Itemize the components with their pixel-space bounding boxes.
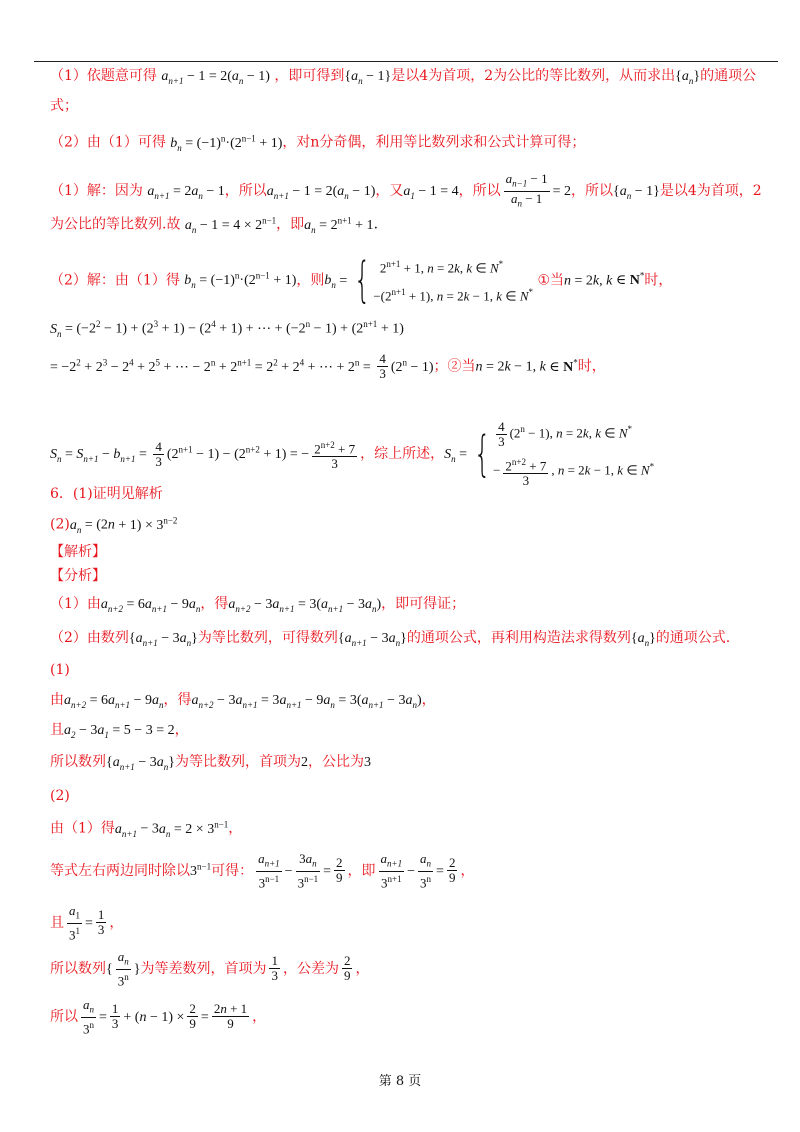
part2-line-3: 且 $\frac{a_1}{3^1}$ = $\frac{1}{3}$ ，	[50, 903, 124, 942]
solution-line-1: （1）解：因为 $a_{n+1} = 2a_n - 1$，所以$a_{n+1} - 1 = 2(a_n - 1)$，又$a_1 - 1 = 4$，所以 $\frac{a_{n-1} - 1}{a_n - 1}$ = 2，所以$\{a_n - 1\}$是以4为首项，2	[50, 171, 762, 209]
part1-line-3: 所以数列$\{a_{n+1} - 3a_n\}$为等比数列，首项为2，公比为3	[50, 754, 371, 772]
analysis-line-1-cont: 式；	[50, 98, 78, 114]
part1-label: (1)	[50, 662, 70, 678]
sum-line-1: $S_n = (-2^2 - 1) + (2^3 + 1) - (2^4 + 1)$ + ⋯ + $(-2^n - 1) + (2^{n+1} + 1)$	[50, 319, 404, 339]
sum-line-3: $S_n = S_{n+1} - b_{n+1}$ = $\frac{4}{3}$ $(2^{n+1} - 1) - (2^{n+2} + 1)$ = − $\frac{2^{n+2} + 7}{3}$ ，综上所述，$S_n$ = { $\frac{4}{3}$ $(2^n - 1)$, n = 2k, k ∈ N* − $\frac{2^{n+2} + 7}{3}$ , n = 2k − 1, k ∈ N*	[50, 419, 655, 489]
analysis-line-2: （2）由（1）可得 $b_n = (-1)^n\cdot(2^{n-1} + 1)$，对n分奇偶，利用等比数列求和公式计算可得；	[50, 133, 586, 153]
q6-answer-2: $(2)a_n = (2n + 1) \times 3^{n-2}$	[50, 515, 178, 535]
jiexi-heading: 【解析】	[50, 544, 106, 560]
fenxi-line-1: （1）由$a_{n+2} = 6a_{n+1} - 9a_n$，得$a_{n+2} - 3a_{n+1} = 3(a_{n+1} - 3a_n)$，即可得证；	[50, 596, 466, 614]
sum-line-2: = $-2^2 + 2^3 - 2^4 + 2^5$ + ⋯ − $2^n + 2^{n+1} = 2^2 + 2^4$ + ⋯ + $2^n$ = $\frac{4}{3}$ $(2^n - 1)$；②当n = 2k − 1, k ∈ N*时，	[50, 351, 606, 382]
part2-line-5: 所以 $\frac{a_n}{3^n}$ = $\frac{1}{3}$ + (n − 1) × $\frac{2}{9}$ = $\frac{2n + 1}{9}$ ，	[50, 997, 267, 1036]
page-number: 第 8 页	[378, 1074, 422, 1089]
part2-line-1: 由（1）得$a_{n+1} - 3a_n = 2 \times 3^{n-1}$，	[50, 819, 243, 839]
solution-line-1-cont: 为公比的等比数列.故 $a_n - 1 = 4 \times 2^{n-1}$，即$a_n = 2^{n+1} + 1$.	[50, 215, 379, 235]
part1-line-2: 且$a_2 - 3a_1 = 5 - 3 = 2$，	[50, 722, 189, 740]
solution-line-2: （2）解：由（1）得 $b_n = (-1)^n\cdot(2^{n-1} + 1)$，则$b_n$ = { $2^{n+1} + 1$, n = 2k, k ∈ N* $-(2^{n+1} + 1)$, n = 2k − 1, k ∈ N* ①当n = 2k, k ∈ N*时，	[50, 252, 673, 309]
part2-line-2: 等式左右两边同时除以$3^{n-1}$可得： $\frac{a_{n+1}}{3^{n-1}}$ − $\frac{3a_n}{3^{n-1}}$ = $\frac{2}{9}$ ，即 $\frac{a_{n+1}}{3^{n+1}}$ − $\frac{a_n}{3^n}$ = $\frac{2}{9}$ ，	[50, 851, 475, 890]
analysis-line-1: （1）依题意可得 $a_{n+1} - 1 = 2(a_n - 1)$ ，即可得到$\{a_n - 1\}$是以4为首项，2为公比的等比数列，从而求出$\{a_n\}$的通项公	[50, 68, 757, 86]
fenxi-heading: 【分析】	[50, 568, 106, 584]
part2-label: (2)	[50, 788, 70, 804]
part2-line-4: 所以数列{ $\frac{a_n}{3^n}$ }为等差数列，首项为 $\frac{1}{3}$ ，公差为 $\frac{2}{9}$ ，	[50, 949, 370, 988]
header-rule	[34, 61, 778, 62]
q6-answer-1: 6．(1)证明见解析	[50, 486, 163, 502]
fenxi-line-2: （2）由数列$\{a_{n+1} - 3a_n\}$为等比数列，可得数列$\{a_{n+1} - 3a_n\}$的通项公式，再利用构造法求得数列$\{a_n\}$的通项公式.	[50, 630, 731, 648]
part1-line-1: 由$a_{n+2} = 6a_{n+1} - 9a_n$，得$a_{n+2} - 3a_{n+1} = 3a_{n+1} - 9a_n = 3(a_{n+1} - 3a_n)$，	[50, 692, 436, 710]
